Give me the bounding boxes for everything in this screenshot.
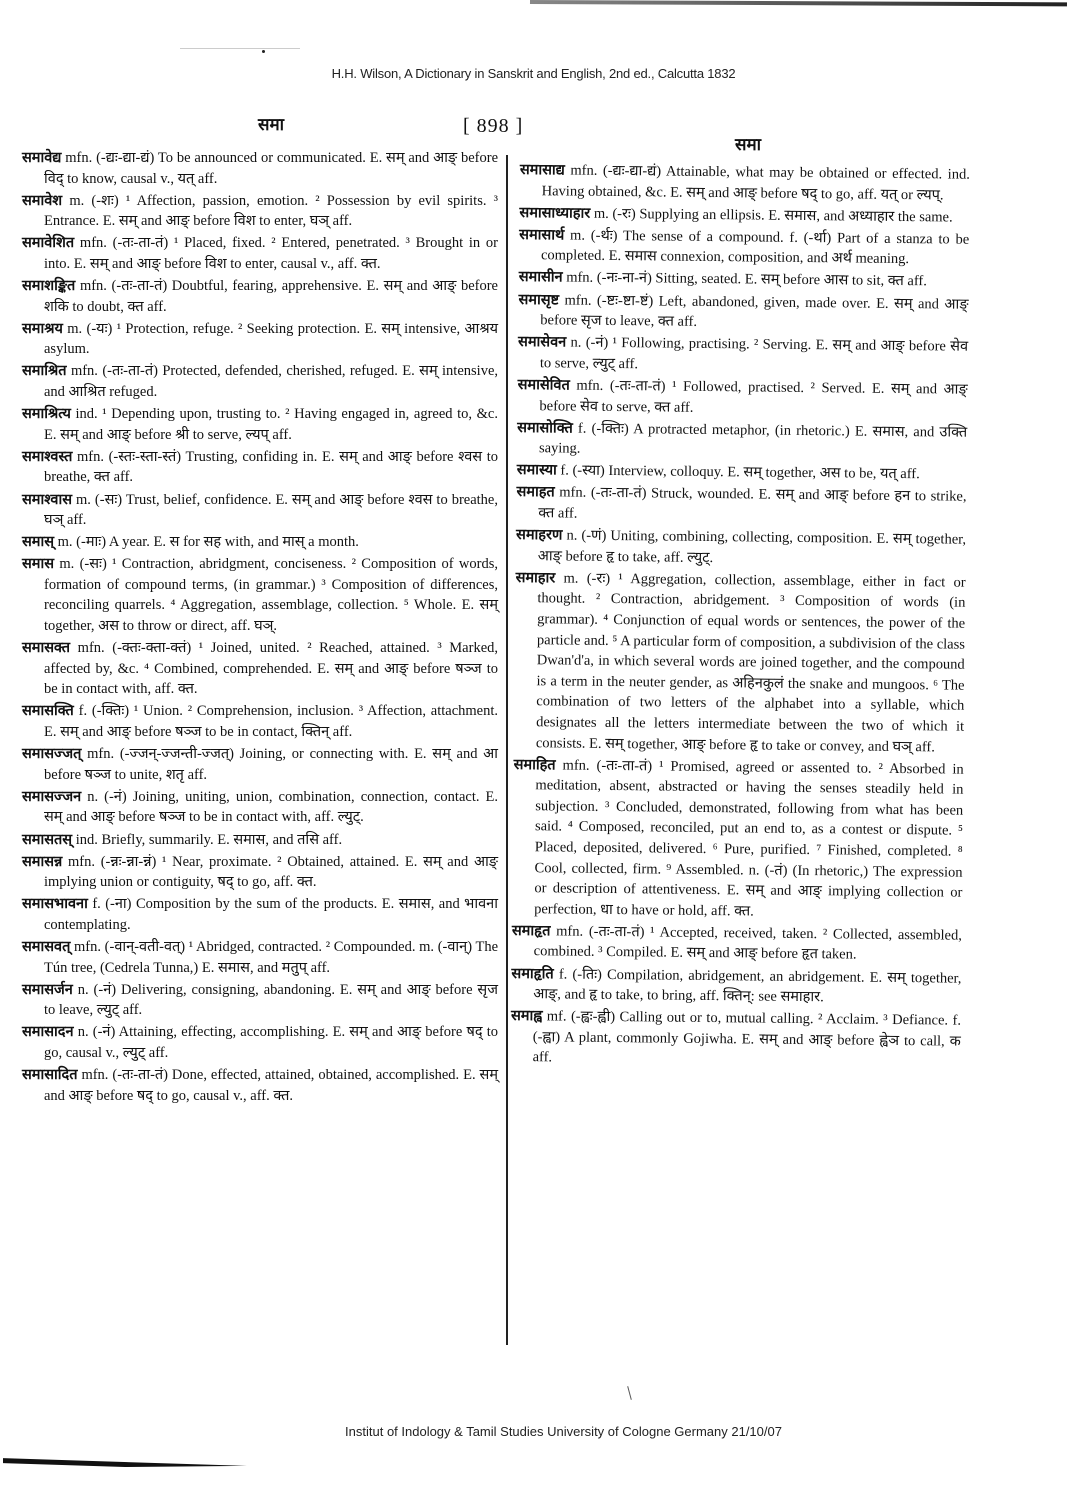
entry-definition: f. (-तिः) Compilation, abridgement, an abridgement. E. सम् together, आङ्, and हृ to take, to bring, aff. क्तिन्: see समाहार. (533, 966, 962, 1006)
dictionary-entry (22, 701, 498, 742)
dictionary-entry (520, 160, 970, 206)
footer-credit: Institut of Indology & Tamil Studies University of Cologne Germany 21/10/07 (345, 1424, 782, 1439)
running-head-left: समा (258, 115, 285, 135)
entry-definition: n. (-णं) Uniting, combining, collecting, composition. E. सम् together, आङ् before हृ to take, aff. ल्युट्. (537, 527, 967, 566)
dictionary-entry (512, 755, 964, 924)
dictionary-entry (512, 921, 962, 967)
entry-headword: समासक्त (22, 640, 71, 657)
entry-definition: m. (-रः) Supplying an ellipsis. E. समास, and अध्याहार the same. (593, 205, 953, 226)
scan-artifact-line (180, 48, 300, 49)
entry-definition: m. (-यः) ¹ Protection, refuge. ² Seeking protection. E. सम् intensive, आश्रय asylum. (44, 320, 498, 358)
entry-headword: समासृष्ट (518, 291, 560, 308)
running-head-right: समा (735, 135, 762, 155)
entry-headword: समास् (22, 534, 55, 551)
entry-definition: f. (-क्तिः) A protracted metaphor, (in rhetoric.) E. समास, and उक्ति saying. (538, 420, 968, 457)
dictionary-entry (514, 568, 966, 758)
column-divider (506, 155, 508, 1345)
entry-definition: mfn. (-स्तः-स्ता-स्तं) Trusting, confiding in. E. सम् and आङ् before श्वस to breathe, क्त aff. (44, 448, 499, 486)
entry-definition: n. (-नं) Joining, uniting, union, combination, connection, contact. E. सम् and आङ् before षञ्ज to be in contact with, aff. ल्युट्. (44, 788, 499, 826)
scan-artifact-dot (262, 50, 265, 53)
dictionary-entry (517, 460, 967, 485)
entry-definition: mfn. (-तः-ता-तं) Doubtful, fearing, apprehensive. E. सम् and आङ् before शकि to doubt, क्त aff. (44, 278, 498, 315)
entry-headword: समासादित (22, 1067, 78, 1084)
dictionary-entry (511, 964, 961, 1010)
entry-definition: mfn. (-वान्-वती-वत्) ¹ Abridged, contracted. ² Compounded. m. (-वान्) The Tún tree, (Cedrela Tunna,) E. समास, and मतुप् aff. (44, 938, 499, 976)
left-column (22, 148, 498, 1108)
entry-headword: समाह्व (510, 1008, 543, 1025)
entry-definition: mfn. (-तः-ता-तं) Struck, wounded. E. सम् and आङ् before हन to strike, क्त aff. (538, 484, 967, 522)
dictionary-entry (22, 937, 498, 978)
source-header: H.H. Wilson, A Dictionary in Sanskrit and English, 2nd ed., Calcutta 1832 (331, 66, 736, 81)
dictionary-entry (516, 482, 966, 528)
entry-headword: समास्या (516, 462, 557, 479)
entry-headword: समाहित (513, 756, 556, 774)
entry-headword: समाशङ्कित (22, 278, 76, 295)
dictionary-entry (519, 203, 969, 228)
entry-headword: समासवत् (22, 938, 71, 955)
entry-headword: समासन्न (22, 853, 63, 870)
entry-headword: समासभावना (22, 896, 88, 913)
entry-definition: m. (-माः) A year. E. स for सह with, and मास् a month. (57, 534, 359, 551)
entry-headword: समावेश (22, 192, 63, 209)
dictionary-entry (516, 525, 966, 571)
entry-headword: समाहत (516, 484, 555, 501)
entry-headword: समासर्जन (22, 981, 73, 998)
entry-definition: mfn. (-न्नः-न्ना-न्नं) ¹ Near, proximate. ² Obtained, attained. E. सम् and आङ् implying union or contiguity, षद् to go, aff. क्त. (44, 853, 499, 891)
dictionary-entry (22, 894, 498, 935)
entry-headword: समासीन (518, 269, 563, 286)
entry-headword: समावेद्य (22, 150, 62, 166)
entry-headword: समाहृत (511, 922, 551, 940)
dictionary-entry (22, 447, 498, 488)
entry-headword: समासज्जन (22, 788, 82, 805)
dictionary-entry (22, 852, 498, 893)
entry-definition: n. (-नं) Delivering, consigning, abandoning. E. सम् and आङ् before सृज to leave, ल्युट् aff. (44, 981, 498, 1019)
dictionary-entry (22, 638, 498, 700)
dictionary-entry (22, 787, 498, 828)
dictionary-entry (22, 1022, 498, 1063)
page-number: [ 898 ] (463, 115, 524, 137)
dictionary-entry (22, 319, 498, 360)
dictionary-entry (519, 225, 969, 271)
entry-headword: समाश्वास (22, 491, 73, 508)
entry-headword: समाहृति (511, 965, 554, 982)
scan-artifact-tick (627, 1386, 632, 1400)
entry-definition: mfn. (-तः-ता-तं) ¹ Placed, fixed. ² Entered, penetrated. ³ Brought in or into. E. सम् and आङ् before विश to enter, causal v., aff. क्त. (44, 235, 498, 272)
dictionary-entry (22, 554, 498, 636)
entry-headword: समासक्ति (22, 703, 74, 720)
entry-headword: समासतस् (22, 831, 73, 848)
dictionary-entry (22, 532, 498, 553)
scan-edge-line (530, 0, 1067, 6)
entry-definition: mfn. (-द्यः-द्या-द्यं) Attainable, what may be obtained or effected. ind. Having obtained, &c. E. सम् and आङ् before षद् to go, aff. यत् or ल्यप्. (541, 162, 970, 204)
dictionary-entry (22, 148, 498, 189)
entry-definition: mfn. (-ष्टः-ष्टा-ष्टं) Left, abandoned, given, made over. E. सम् and आङ् before सृज to leave, क्त aff. (540, 292, 969, 331)
entry-definition: m. (-शः) ¹ Affection, passion, emotion. ² Possession by evil spirits. ³ Entrance. E. सम् and आङ् before विश to enter, घञ् aff. (44, 192, 498, 230)
entry-definition: mfn. (-नः-ना-नं) Sitting, seated. E. सम् before आस to sit, क्त aff. (566, 269, 927, 290)
entry-headword: समासज्जत् (22, 746, 82, 763)
dictionary-entry (518, 332, 968, 378)
entry-headword: समासेवन (518, 334, 567, 351)
entry-definition: mfn. (-क्तः-क्ता-क्तं) ¹ Joined, united. ² Reached, attained. ³ Marked, affected by, &c. ⁴ Combined, comprehended. E. सम् and आङ् before षञ्ज to be in contact with, aff. क्त. (44, 640, 499, 698)
entry-definition: n. (-नं) Attaining, effecting, accomplishing. E. सम् and आङ् before षद् to go, causal v., ल्युट् aff. (44, 1024, 498, 1061)
dictionary-entry (22, 830, 498, 851)
right-column (510, 160, 969, 1074)
dictionary-entry (518, 290, 968, 336)
entry-headword: समाहरण (515, 527, 563, 544)
entry-definition: mfn. (-तः-ता-तं) Protected, defended, cherished, refuged. E. सम् intensive, and आश्रित refuged. (44, 363, 499, 401)
dictionary-entry (519, 267, 969, 292)
dictionary-entry (22, 233, 498, 274)
entry-headword: समाश्रित (22, 363, 67, 380)
entry-headword: समाश्वस्त (22, 448, 73, 465)
entry-definition: m. (-सः) ¹ Contraction, abridgment, conciseness. ² Composition of words, formation of compound terms, (in grammar.) ³ Composition of differences, reconciling quarrels. ⁴ Aggregation, assemblage, collection. ⁵ Whole. E. सम् together, अस to throw or direct, aff. घञ्. (44, 556, 498, 635)
entry-definition: mfn. (-तः-ता-तं) ¹ Accepted, received, taken. ² Collected, assembled, combined. ³ Compiled. E. सम् and आङ् before हृत taken. (533, 923, 962, 964)
entry-headword: समासेवित (517, 376, 570, 394)
entry-headword: समाश्रित्य (22, 406, 71, 423)
entry-definition: mfn. (-तः-ता-तं) Done, effected, attained, obtained, accomplished. E. सम् and आङ् before षद् to go, causal v., aff. क्त. (44, 1067, 498, 1104)
entry-headword: समासोक्ति (517, 419, 573, 437)
entry-headword: समासादन (22, 1024, 74, 1041)
dictionary-entry (517, 375, 967, 421)
entry-headword: समासाध्याहार (519, 204, 591, 222)
entry-headword: समासार्थ (519, 226, 565, 244)
dictionary-entry (22, 980, 498, 1021)
entry-definition: ind. ¹ Depending upon, trusting to. ² Having engaged in, agreed to, &c. E. सम् and आङ् before श्री to serve, ल्यप् aff. (44, 406, 498, 443)
dictionary-entry (22, 744, 498, 785)
dictionary-entry (22, 276, 498, 317)
dictionary-entry (510, 1006, 961, 1072)
entry-headword: समासाद्य (519, 161, 565, 179)
dictionary-entry (517, 418, 967, 464)
dictionary-entry (22, 404, 498, 445)
entry-headword: समावेशित (22, 235, 75, 252)
entry-definition: mfn. (-तः-ता-तं) ¹ Promised, agreed or assented to. ² Absorbed in meditation, absent, abstracted or having the senses steadily held in subjection. ³ Concluded, demonstrated, following from what has been said. ⁴ Composed, reconciled, put an end to, as a contest or dispute. ⁵ Placed, deposited, delivered. ⁶ Pure, purified. ⁷ Finished, completed. ⁸ Cool, collected, firm. ⁹ Assembled. n. (-तं) (In rhetoric,) The expression or description of attentiveness. E. सम् and आङ् implying collection or perfection, धा to have or hold, aff. क्त. (534, 757, 964, 920)
entry-definition: mfn. (-तः-ता-तं) ¹ Followed, practised. ² Served. E. सम् and आङ् before सेव to serve, क्त aff. (539, 377, 968, 416)
entry-definition: m. (-रः) ¹ Aggregation, collection, assemblage, either in fact or thought. ² Contraction, abridgement. ³ Composition of words (in grammar). ⁴ Conjunction of equal words or sentences, the power of the particle and. ⁵ A particular form of composition, a subdivision of the class Dwan'd'a, in which several words are joined together, and the compound is a term in the neuter gender, as अहिनकुलं the snake and mungoos. ⁶ The combination of two letters of the alphabet into a syllable, which designates all the letters intermediate between the two of which it consists. E. सम् together, आङ् before हृ to take or convey, and घञ् aff. (535, 570, 966, 755)
entry-definition: f. (-ना) Composition by the sum of the products. E. समास, and भावना contemplating. (44, 896, 498, 933)
dictionary-entry (22, 361, 498, 402)
entry-definition: n. (-नं) ¹ Following, practising. ² Serving. E. सम् and आङ् before सेव to serve, ल्युट् aff. (539, 334, 969, 373)
entry-headword: समाहार (515, 569, 556, 587)
entry-definition: m. (-र्थः) The sense of a compound. f. (-र्था) Part of a stanza to be completed. E. समास connexion, composition, and अर्थ meaning. (540, 227, 970, 268)
dictionary-entry (22, 191, 498, 232)
entry-definition: mfn. (-द्यः-द्या-द्यं) To be announced or communicated. E. सम् and आङ् before विद् to know, causal v., यत् aff. (44, 150, 499, 187)
entry-definition: f. (-क्तिः) ¹ Union. ² Comprehension, inclusion. ³ Affection, attachment. E. सम् and आङ् before षञ्ज to be in contact, क्तिन् aff. (44, 703, 499, 741)
entry-definition: ind. Briefly, summarily. E. समास, and तसि aff. (75, 831, 343, 848)
entry-headword: समास (22, 556, 55, 573)
entry-headword: समाश्रय (22, 320, 63, 337)
entry-definition: f. (-स्या) Interview, colloquy. E. सम् together, अस to be, यत् aff. (560, 462, 920, 483)
dictionary-entry (22, 490, 498, 531)
entry-definition: m. (-सः) Trust, belief, confidence. E. सम् and आङ् before श्वस to breathe, घञ् aff. (44, 491, 498, 529)
entry-definition: mf. (-ह्वः-ह्वी) Calling out or to, mutual calling. ² Acclaim. ³ Defiance. f. (-ह्वा) A plant, commonly Gojiwha. E. सम् and आङ् before ह्वेञ to call, क aff. (532, 1008, 962, 1066)
entry-definition: mfn. (-ज्जन्-ज्जन्ती-ज्जत्) Joining, or connecting with. E. सम् and आ before षञ्ज to unite, शतृ aff. (44, 746, 499, 783)
dictionary-entry (22, 1065, 498, 1106)
scan-edge-wedge (3, 1458, 247, 1471)
